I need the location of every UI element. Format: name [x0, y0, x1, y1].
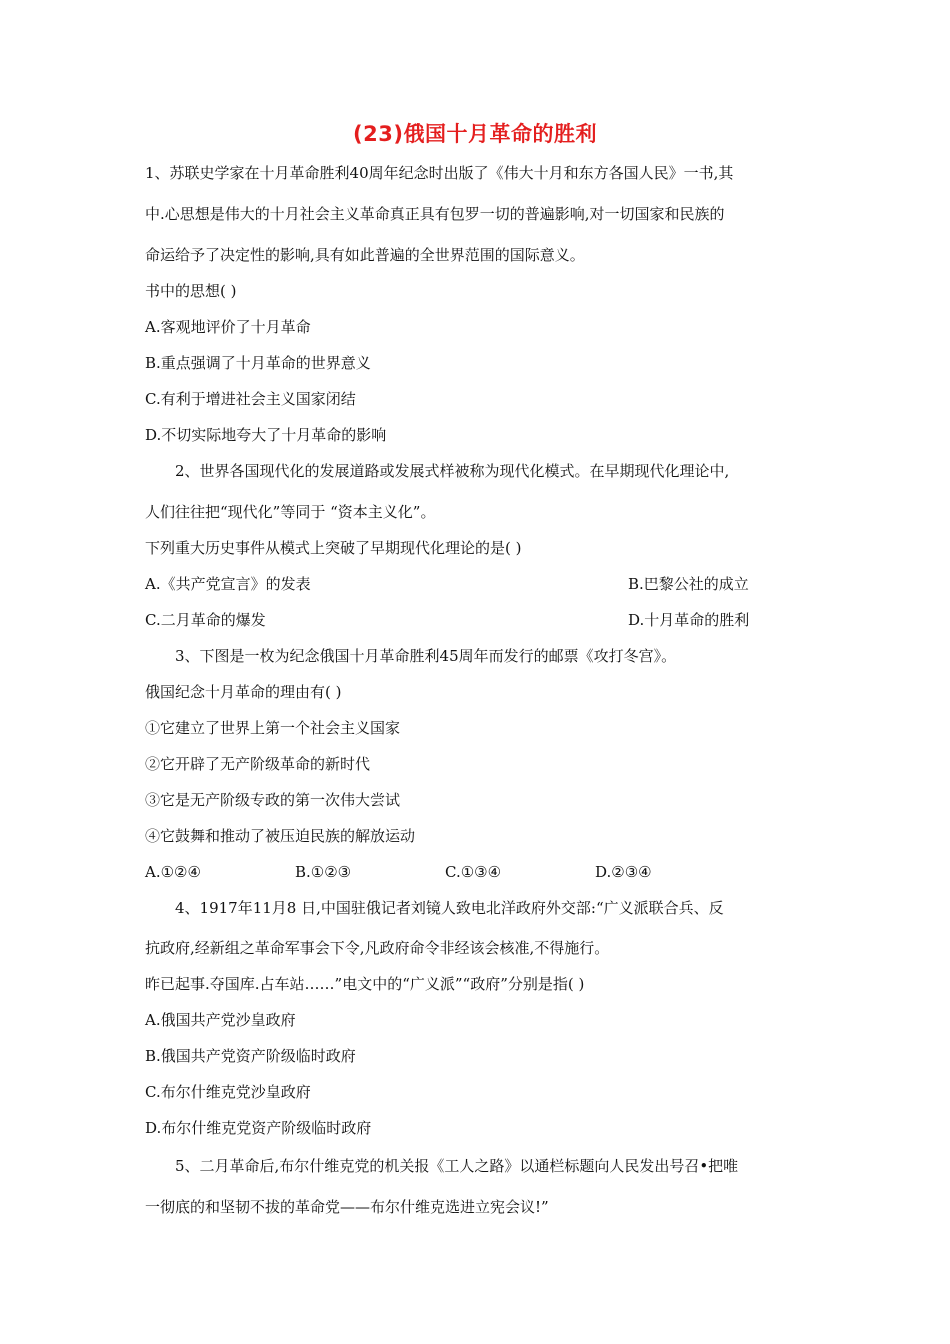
- q3-option-d: D.②③④: [595, 863, 652, 881]
- q4-text-line-1: 4、1917年11月8 日,中国驻俄记者刘镜人致电北洋政府外交部:“广义派联合兵、反: [175, 899, 724, 917]
- q3-option-b: B.①②③: [295, 863, 352, 881]
- q4-option-c: C.布尔什维克党沙皇政府: [145, 1083, 311, 1101]
- q2-option-d: D.十月革命的胜利: [628, 611, 750, 629]
- q1-text-line-2: 中.心思想是伟大的十月社会主义革命真正具有包罗一切的普遍影响,对一切国家和民族的: [145, 205, 725, 223]
- q3-item-4: ④它鼓舞和推动了被压迫民族的解放运动: [145, 827, 416, 845]
- q1-stem: 书中的思想( ): [145, 282, 237, 300]
- q4-option-b: B.俄国共产党资产阶级临时政府: [145, 1047, 356, 1065]
- q4-stem: 昨已起事.夺国库.占车站……”电文中的“广义派”“政府”分别是指( ): [145, 975, 585, 993]
- q1-option-c: C.有利于增进社会主义国家闭结: [145, 390, 356, 408]
- q3-item-3: ③它是无产阶级专政的第一次伟大尝试: [145, 791, 401, 809]
- q2-option-a: A.《共产党宣言》的发表: [145, 575, 311, 593]
- q2-option-c: C.二月革命的爆发: [145, 611, 266, 629]
- q2-text-line-2: 人们往往把“现代化”等同于 “资本主义化”。: [145, 503, 436, 521]
- q3-stem: 俄国纪念十月革命的理由有( ): [145, 683, 342, 701]
- q1-option-b: B.重点强调了十月革命的世界意义: [145, 354, 371, 372]
- q3-option-c: C.①③④: [445, 863, 502, 881]
- q2-text-line-1: 2、世界各国现代化的发展道路或发展式样被称为现代化模式。在早期现代化理论中,: [175, 462, 730, 480]
- q1-option-a: A.客观地评价了十月革命: [145, 318, 311, 336]
- q4-text-line-2: 抗政府,经新组之革命军事会下令,凡政府命令非经该会核准,不得施行。: [145, 939, 610, 957]
- q4-option-a: A.俄国共产党沙皇政府: [145, 1011, 296, 1029]
- page-title: (23)俄国十月革命的胜利: [353, 122, 597, 146]
- q5-text-line-1: 5、二月革命后,布尔什维克党的机关报《工人之路》以通栏标题向人民发出号召•把唯: [175, 1157, 739, 1175]
- q1-text-line-3: 命运给予了决定性的影响,具有如此普遍的全世界范围的国际意义。: [145, 246, 585, 264]
- q3-option-a: A.①②④: [145, 863, 201, 881]
- q5-text-line-2: 一彻底的和坚韧不拔的革命党——布尔什维克选进立宪会议!”: [145, 1198, 549, 1216]
- q3-item-2: ②它开辟了无产阶级革命的新时代: [145, 755, 371, 773]
- q3-item-1: ①它建立了世界上第一个社会主义国家: [145, 719, 401, 737]
- q2-option-b: B.巴黎公社的成立: [628, 575, 749, 593]
- q2-stem: 下列重大历史事件从模式上突破了早期现代化理论的是( ): [145, 539, 522, 557]
- q3-text-line-1: 3、下图是一枚为纪念俄国十月革命胜利45周年而发行的邮票《攻打冬宫》。: [175, 647, 677, 665]
- q1-option-d: D.不切实际地夸大了十月革命的影响: [145, 426, 387, 444]
- q4-option-d: D.布尔什维克党资产阶级临时政府: [145, 1119, 372, 1137]
- q1-text-line-1: 1、苏联史学家在十月革命胜利40周年纪念时出版了《伟大十月和东方各国人民》一书,其: [145, 164, 734, 182]
